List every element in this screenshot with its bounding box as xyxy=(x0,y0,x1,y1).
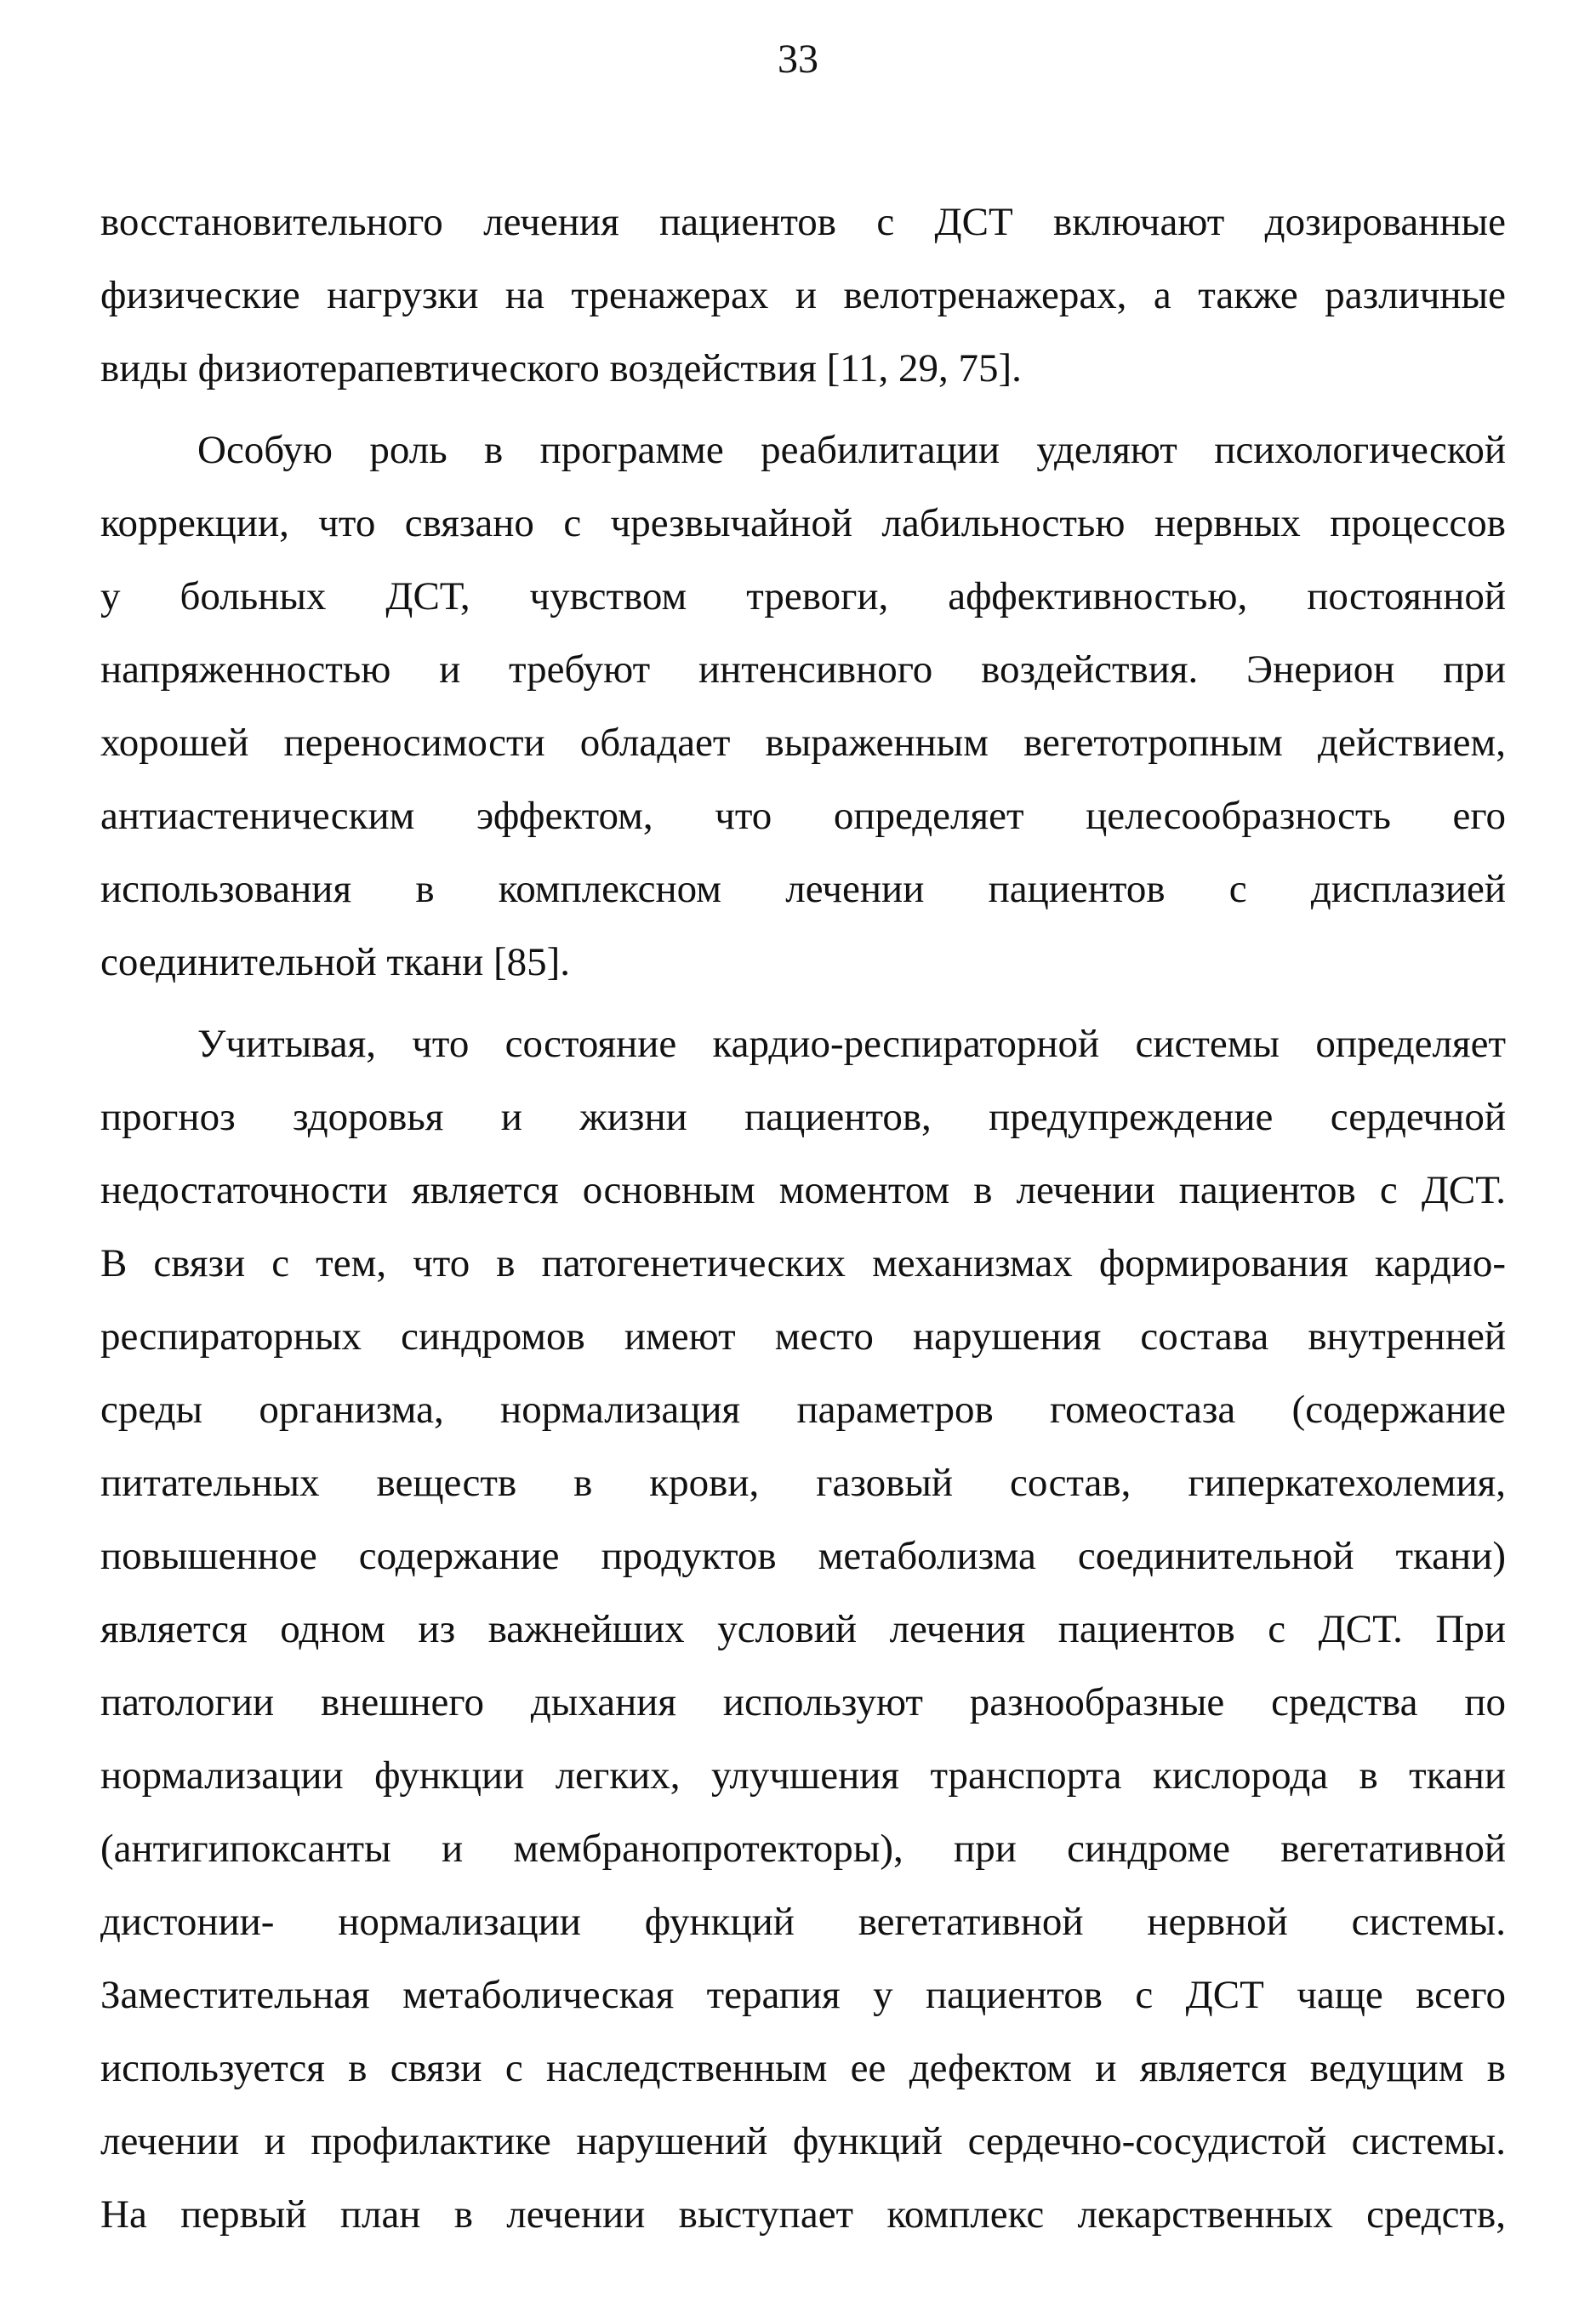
text-line: среды организма, нормализация параметров гомеостаза (содержание xyxy=(100,1388,1506,1432)
text-line: питательных веществ в крови, газовый состав, гиперкатехолемия, xyxy=(100,1461,1506,1505)
text-line: повышенное содержание продуктов метаболизма соединительной ткани) xyxy=(100,1534,1506,1578)
paragraph-rehabilitation-methods xyxy=(100,185,1506,405)
text-line: виды физиотерапевтического воздействия [11, 29, 75]. xyxy=(100,346,1022,390)
text-line: хорошей переносимости обладает выраженным вегетотропным действием, xyxy=(100,721,1506,765)
text-line: коррекции, что связано с чрезвычайной лабильностью нервных процессов xyxy=(100,501,1506,545)
text-line: (антигипоксанты и мембранопротекторы), при синдроме вегетативной xyxy=(100,1827,1506,1871)
text-line: использования в комплексном лечении пациентов с дисплазией xyxy=(100,867,1506,911)
text-line: соединительной ткани [85]. xyxy=(100,940,571,984)
page-number: 33 xyxy=(778,37,818,82)
text-line: лечении и профилактике нарушений функций сердечно-сосудистой системы. xyxy=(100,2119,1506,2163)
text-line: прогноз здоровья и жизни пациентов, предупреждение сердечной xyxy=(100,1095,1506,1139)
text-line: используется в связи с наследственным ее дефектом и является ведущим в xyxy=(100,2046,1506,2090)
paragraph-cardio-respiratory xyxy=(100,1007,1506,2251)
text-line: физические нагрузки на тренажерах и велотренажерах, а также различные xyxy=(100,273,1506,317)
text-line: Заместительная метаболическая терапия у пациентов с ДСТ чаще всего xyxy=(100,1973,1506,2017)
text-line: напряженностью и требуют интенсивного воздействия. Энерион при xyxy=(100,647,1506,692)
text-line: В связи с тем, что в патогенетических механизмах формирования кардио- xyxy=(100,1241,1506,1285)
text-line: респираторных синдромов имеют место нарушения состава внутренней xyxy=(100,1314,1506,1359)
text-line: Учитывая, что состояние кардио-респираторной системы определяет xyxy=(197,1022,1506,1066)
paragraph-psychological-correction xyxy=(100,413,1506,999)
text-line: патологии внешнего дыхания используют разнообразные средства по xyxy=(100,1680,1506,1724)
body-text xyxy=(100,185,1506,2251)
text-line: является одном из важнейших условий лечения пациентов с ДСТ. При xyxy=(100,1607,1506,1651)
text-line: Особую роль в программе реабилитации уделяют психологической xyxy=(197,428,1506,472)
text-line: нормализации функции легких, улучшения транспорта кислорода в ткани xyxy=(100,1753,1506,1798)
text-line: дистонии- нормализации функций вегетативной нервной системы. xyxy=(100,1900,1506,1944)
text-line: антиастеническим эффектом, что определяет целесообразность его xyxy=(100,794,1506,838)
text-line: На первый план в лечении выступает комплекс лекарственных средств, xyxy=(100,2192,1506,2237)
text-line: у больных ДСТ, чувством тревоги, аффективностью, постоянной xyxy=(100,574,1506,618)
text-line: восстановительного лечения пациентов с ДСТ включают дозированные xyxy=(100,200,1506,244)
text-line: недостаточности является основным моментом в лечении пациентов с ДСТ. xyxy=(100,1168,1506,1212)
